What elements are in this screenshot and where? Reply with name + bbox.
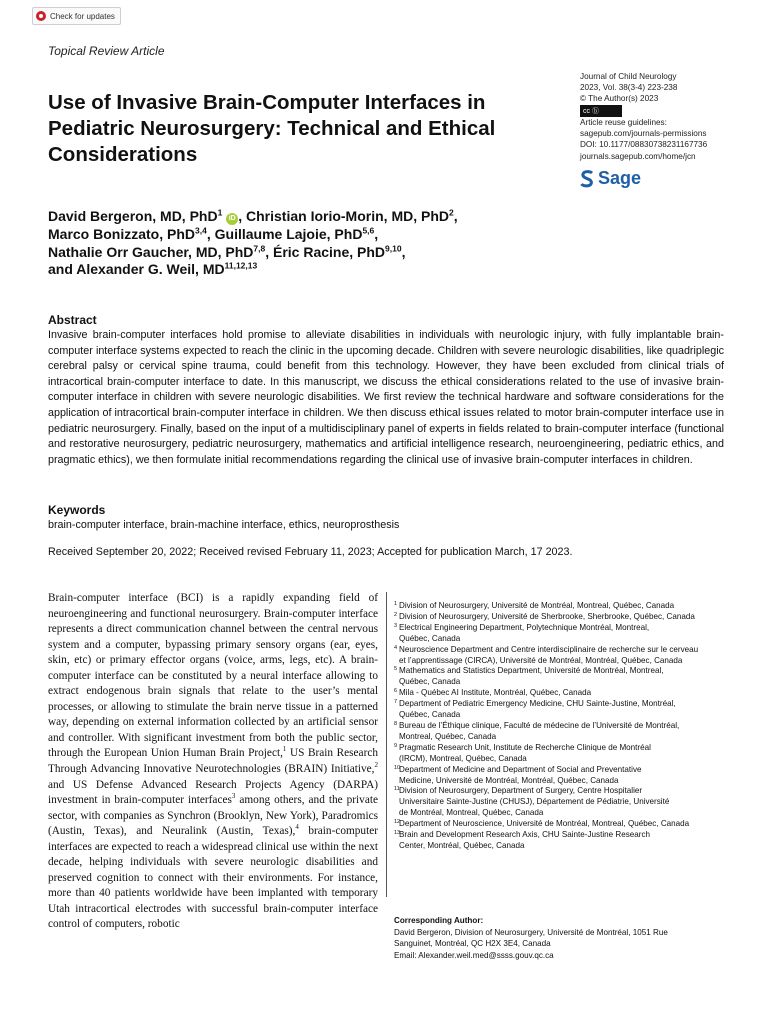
- affiliation-item: 3 Electrical Engineering Department, Polytechnique Montréal, Montreal, Québec, Canada: [394, 622, 650, 643]
- citation-ref[interactable]: 1: [282, 745, 287, 754]
- affiliation-item: 9 Pragmatic Research Unit, Institute de Recherche Clinique de Montréal (IRCM), Montreal, Québec, Canada: [394, 742, 651, 763]
- publisher-name: Sage: [598, 168, 642, 188]
- author-affil: 5,6: [362, 225, 375, 236]
- column-divider: [386, 592, 387, 897]
- author-affil: 1: [217, 207, 223, 218]
- author-list: David Bergeron, MD, PhD$^1$ iD , Christian Iorio-Morin, MD, PhD$^2$, Marco Bonizzato, PhD$^{3,4}$, Guillaume Lajoie, PhD$^{5,6}$, Nathalie Orr Gaucher, MD, PhD$^{7,8}$, Éric Racine, PhD$^{9,10}$, and Alexander G. Weil, MD$^{11,12,13}$: [48, 207, 458, 278]
- abstract-heading: Abstract: [48, 313, 97, 327]
- journal-link[interactable]: journals.sagepub.com/home/jcn: [580, 151, 696, 161]
- author-affil: 7,8: [253, 242, 266, 253]
- article-type: Topical Review Article: [48, 44, 165, 58]
- author-name: Christian Iorio-Morin, MD, PhD: [246, 208, 449, 224]
- journal-line: Article reuse guidelines:: [580, 118, 667, 128]
- corresponding-line: Sanguinet, Montréal, QC H2X 3E4, Canada: [394, 939, 551, 949]
- author-name: Guillaume Lajoie, PhD: [214, 225, 363, 242]
- sage-s-icon: [580, 170, 594, 188]
- corresponding-email[interactable]: Email: Alexander.weil.med@ssss.gouv.qc.ca: [394, 950, 554, 960]
- body-paragraph: Brain-computer interface (BCI) is a rapidly expanding field of neuroengineering and functional neurosurgery. Brain-computer interface represents a direct communication channel between the central nervous system and a computer, bypassing primary sensory organs (ear, eyes, skin, etc) or primary effector organs (voice, arms, legs, etc). A brain-computer interface can be constituted by a neural interface allowing to extract endogenous brain signals that relate to the user’s mental processes, or allowing to stimulate the brain nerve tissue in a patterned way, depending on external information collected by an artificial sensor and controller. With significant investment from both the public sector, through the European Union Human Brain Project,$^1$ US Brain Research Through Advancing Innovative Neurotechnologies (BRAIN) Initiative,$^2$ and US Defense Advanced Research Projects Agency (DARPA) investment in brain-computer interfaces$^3$ among others, and the private sector, with companies as Synchron (Brooklyn, New York), Paradromics (Austin, Texas), and Neuralink (Austin, Texas),$^4$ brain-computer interfaces are expected to reach a widespread clinical use within the next decade, helping individuals with severe neurologic disabilities and preserved cognition to connect with their environments. For instance, more than 40 patients worldwide have been implanted with temporary Utah intracortical electrodes with successful brain-computer interface control of computers, robotic: [48, 592, 378, 931]
- author-name: Marco Bonizzato, PhD: [48, 225, 196, 242]
- publisher-logo: [580, 168, 641, 189]
- affiliations: [394, 601, 730, 852]
- citation-ref[interactable]: 3: [231, 792, 236, 801]
- journal-link[interactable]: sagepub.com/journals-permissions: [580, 129, 707, 139]
- affiliation-item: 11 Division of Neurosurgery, Department of Surgery, Centre Hospitalier Universitaire Sainte-Justine (CHUSJ), Département de Pédiatrie, Université de Montréal, Montreal, Québec, Canada: [394, 786, 670, 818]
- received-dates: Received September 20, 2022; Received revised February 11, 2023; Accepted for publication March, 17 2023.: [48, 546, 573, 558]
- affiliation-item: 4 Neuroscience Department and Centre interdisciplinaire de recherche sur le cerveau et l’apprentissage (CIRCA), Université de Montréal, Montréal, Québec, Canada: [394, 644, 699, 665]
- author-name: Nathalie Orr Gaucher, MD, PhD: [48, 243, 254, 260]
- author-name: and Alexander G. Weil, MD: [48, 261, 225, 278]
- keywords-text: brain-computer interface, brain-machine interface, ethics, neuroprosthesis: [48, 519, 400, 531]
- corresponding-line: David Bergeron, Division of Neurosurgery, Université de Montréal, 1051 Rue: [394, 927, 668, 937]
- doi[interactable]: DOI: 10.1177/08830738231167736: [580, 140, 708, 150]
- article-title: Use of Invasive Brain-Computer Interfaces in Pediatric Neurosurgery: Technical and Ethical Considerations: [48, 91, 496, 166]
- affiliation-item: 2 Division of Neurosurgery, Université de Sherbrooke, Sherbrooke, Québec, Canada: [394, 611, 695, 621]
- check-for-updates-badge[interactable]: [32, 7, 121, 25]
- author-affil: 2: [449, 207, 454, 218]
- journal-info: [580, 71, 765, 162]
- journal-line: Journal of Child Neurology: [580, 72, 677, 81]
- check-for-updates-label: Check for updates: [50, 11, 115, 21]
- author-name: Éric Racine, PhD: [273, 243, 386, 260]
- orcid-icon[interactable]: iD: [226, 213, 238, 225]
- affiliation-item: 10 Department of Medicine and Department of Social and Preventative Medicine, Université de Montréal, Montréal, Québec, Canada: [394, 764, 642, 785]
- journal-line: © The Author(s) 2023: [580, 94, 659, 104]
- author-affil: 9,10: [385, 242, 402, 253]
- affiliation-item: 8 Bureau de l’Éthique clinique, Faculté de médecine de l’Université de Montréal, Montreal, Québec, Canada: [394, 720, 680, 741]
- update-check-icon: [36, 11, 46, 21]
- affiliation-item: 12 Department of Neuroscience, Université de Montréal, Montreal, Québec, Canada: [394, 819, 690, 829]
- affiliation-item: 13 Brain and Development Research Axis, CHU Sainte-Justine Research Center, Montréal, Québec, Canada: [394, 830, 651, 850]
- citation-ref[interactable]: 2: [374, 761, 378, 770]
- citation-ref[interactable]: 4: [295, 823, 299, 832]
- author-affil: 11,12,13: [224, 260, 258, 271]
- corresponding-heading: Corresponding Author:: [394, 916, 484, 925]
- affiliation-item: 5 Mathematics and Statistics Department, Université de Montréal, Montreal, Québec, Canada: [394, 666, 664, 687]
- journal-line: 2023, Vol. 38(3-4) 223-238: [580, 83, 678, 93]
- affiliation-item: 1 Division of Neurosurgery, Université de Montréal, Montreal, Québec, Canada: [394, 601, 675, 610]
- author-affil: 3,4: [195, 225, 207, 236]
- author-name: David Bergeron, MD, PhD: [48, 208, 218, 224]
- abstract-text: Invasive brain-computer interfaces hold promise to alleviate disabilities in individuals with neurologic injury, with fully implantable brain-computer interface systems expected to reach the clinic in the upcoming decade. Children with severe neurologic disabilities, like quadriplegic cerebral palsy or cervical spine trauma, could benefit from this technology. However, they have been excluded from clinical trials of intracortical brain-computer interface to date. In this manuscript, we discuss the ethical considerations related to the use of invasive brain-computer interface in children with severe neurologic disabilities. We first review the technical hardware and software considerations for the application of intracortical brain-computer interface in children. We then discuss ethical issues related to motor brain-computer interface use in pediatric neurosurgery. Finally, based on the input of a multidisciplinary panel of experts in fields related to brain-computer interface (functional and restorative neurosurgery, pediatric neurosurgery, mathematics and artificial intelligence research, neuroengineering, pediatric ethics, and pragmatic ethics), we then formulate initial recommendations regarding the clinical use of invasive brain-computer interfaces in children.: [48, 329, 724, 466]
- keywords-heading: Keywords: [48, 503, 106, 517]
- cc-license-icon: cc ⓑ: [580, 105, 622, 117]
- corresponding-author: [394, 915, 730, 961]
- affiliation-item: 6 Mila - Québec AI Institute, Montréal, Québec, Canada: [394, 688, 592, 698]
- affiliation-item: 7 Department of Pediatric Emergency Medicine, CHU Sainte-Justine, Montréal, Québec, Canada: [394, 699, 676, 720]
